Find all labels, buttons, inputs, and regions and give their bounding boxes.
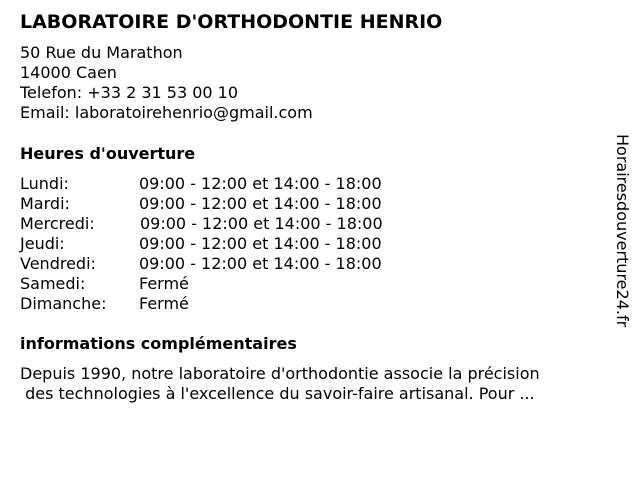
- day-hours: 09:00 - 12:00 et 14:00 - 18:00: [140, 214, 383, 233]
- description-line-1: Depuis 1990, notre laboratoire d'orthodontie associe la précision: [20, 364, 540, 383]
- hours-row-monday: [20, 174, 440, 194]
- hours-row-friday: [20, 254, 440, 274]
- address-city: 14000 Caen: [20, 63, 117, 82]
- day-hours: 09:00 - 12:00 et 14:00 - 18:00: [139, 194, 382, 213]
- day-label: Jeudi:: [20, 234, 65, 253]
- day-hours: 09:00 - 12:00 et 14:00 - 18:00: [139, 174, 382, 193]
- description-text: [20, 364, 540, 404]
- phone-number: Telefon: +33 2 31 53 00 10: [20, 83, 239, 102]
- day-label: Samedi:: [20, 274, 86, 293]
- address-street: 50 Rue du Marathon: [20, 43, 183, 62]
- day-label: Dimanche:: [20, 294, 107, 313]
- day-hours: 09:00 - 12:00 et 14:00 - 18:00: [139, 254, 382, 273]
- day-label: Mardi:: [20, 194, 70, 213]
- day-label: Mercredi:: [20, 214, 95, 233]
- day-hours: Fermé: [139, 274, 189, 293]
- opening-hours-heading: Heures d'ouverture: [20, 144, 196, 163]
- additional-info-heading: informations complémentaires: [20, 334, 297, 353]
- description-line-2: des technologies à l'excellence du savoir-faire artisanal. Pour ...: [20, 384, 535, 403]
- business-name: LABORATOIRE D'ORTHODONTIE HENRIO: [20, 11, 443, 33]
- hours-row-wednesday: [20, 214, 440, 234]
- hours-row-saturday: [20, 274, 440, 294]
- hours-row-thursday: [20, 234, 440, 254]
- day-hours: 09:00 - 12:00 et 14:00 - 18:00: [139, 234, 382, 253]
- opening-hours-table: [20, 174, 440, 314]
- day-label: Lundi:: [20, 174, 69, 193]
- contact-block: [20, 43, 313, 123]
- hours-row-tuesday: [20, 194, 440, 214]
- hours-row-sunday: [20, 294, 440, 314]
- email-address: Email: laboratoirehenrio@gmail.com: [20, 103, 313, 122]
- day-label: Vendredi:: [20, 254, 96, 273]
- watermark-brand: Horairesdouverture24.fr: [613, 134, 632, 328]
- day-hours: Fermé: [139, 294, 189, 313]
